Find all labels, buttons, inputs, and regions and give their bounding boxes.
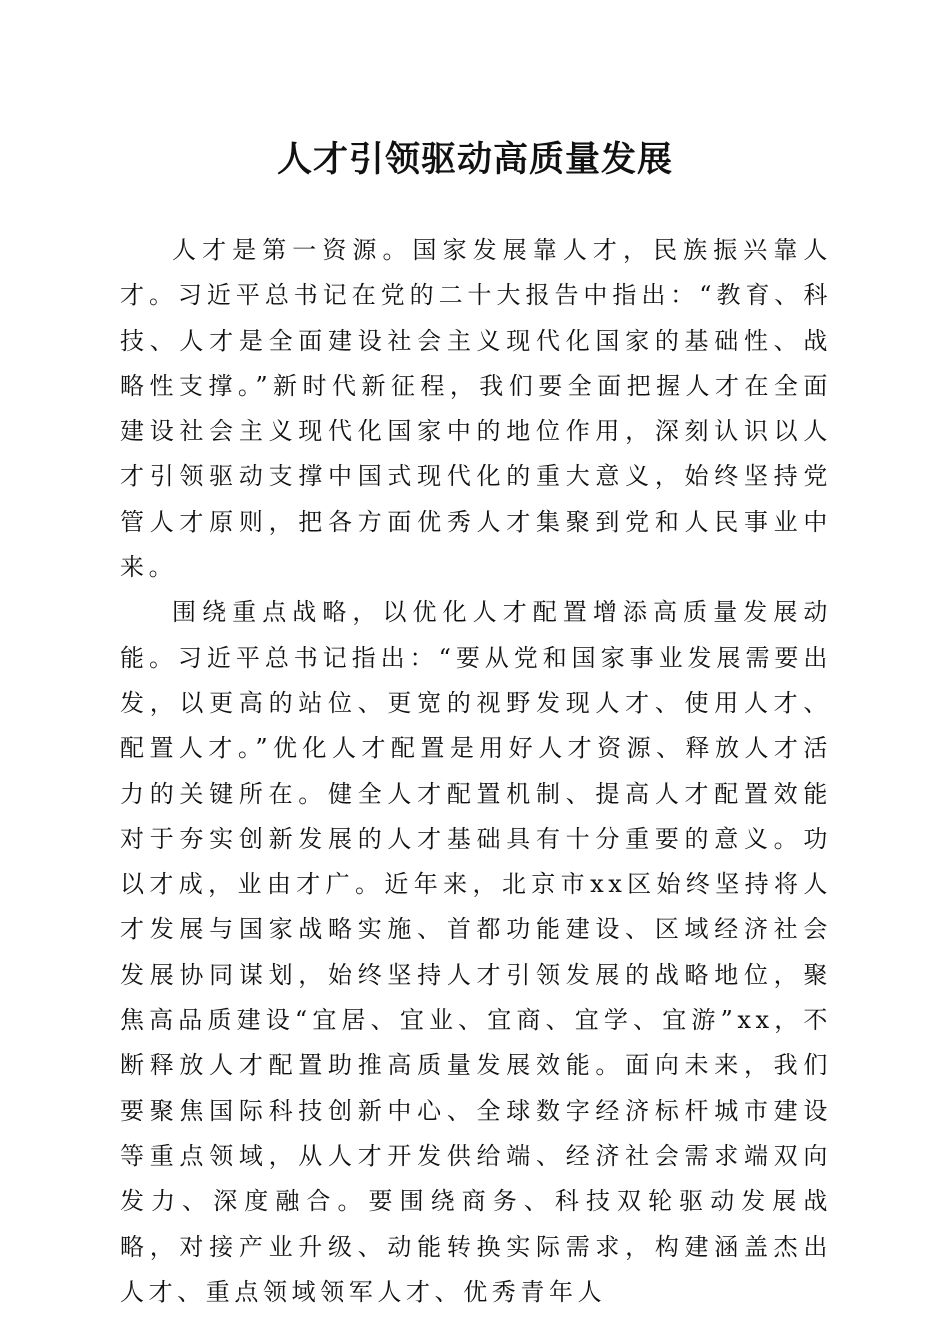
document-title: 人才引领驱动高质量发展 (276, 139, 673, 180)
paragraph-1: 人才是第一资源。国家发展靠人才，民族振兴靠人才。习近平总书记在党的二十大报告中指出：“教育、科技、人才是全面建设社会主义现代化国家的基础性、战略性支撑。”新时代新征程，我们要全面把握人才在全面建设社会主义现代化国家中的地位作用，深刻认识以人才引领驱动支撑中国式现代化的重大意义，始终坚持党管人才原则，把各方面优秀人才集聚到党和人民事业中来。 (120, 236, 832, 582)
document-body (120, 228, 832, 1315)
paragraph-2: 围绕重点战略，以优化人才配置增添高质量发展动能。习近平总书记指出：“要从党和国家事业发展需要出发，以更高的站位、更宽的视野发现人才、使用人才、配置人才。”优化人才配置是用好人才资源、释放人才活力的关键所在。健全人才配置机制、提高人才配置效能对于夯实创新发展的人才基础具有十分重要的意义。功以才成，业由才广。近年来，北京市xx区始终坚持将人才发展与国家战略实施、首都功能建设、区域经济社会发展协同谋划，始终坚持人才引领发展的战略地位，聚焦高品质建设“宜居、宜业、宜商、宜学、宜游”xx，不断释放人才配置助推高质量发展效能。面向未来，我们要聚焦国际科技创新中心、全球数字经济标杆城市建设等重点领域，从人才开发供给端、经济社会需求端双向发力、深度融合。要围绕商务、科技双轮驱动发展战略，对接产业升级、动能转换实际需求，构建涵盖杰出人才、重点领域领军人才、优秀青年人 (120, 598, 832, 1306)
